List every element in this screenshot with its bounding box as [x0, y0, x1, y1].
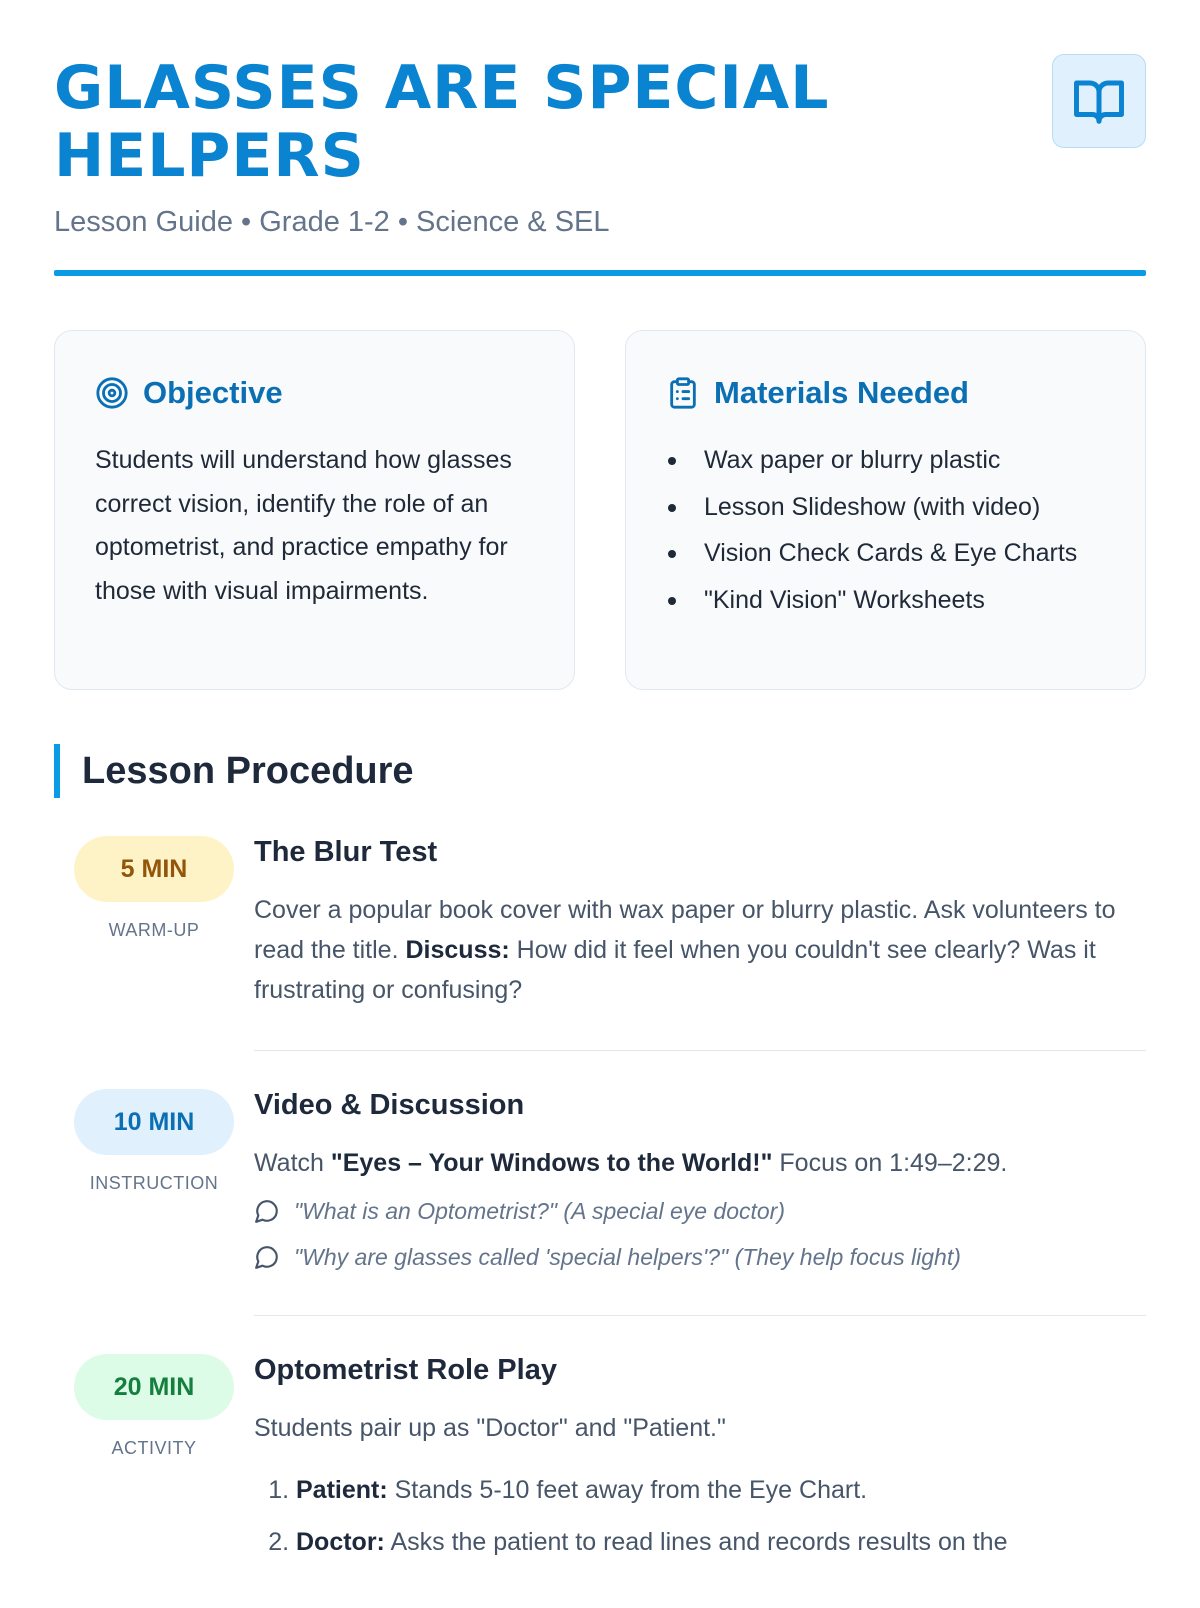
role-instruction: Asks the patient to read lines and records results on the	[384, 1528, 1008, 1556]
step-text: How did it feel when you couldn't see clearly? Was it frustrating or confusing?	[254, 936, 1096, 1004]
objective-text: Students will understand how glasses correct vision, identify the role of an optometrist, and practice empathy for those with visual impairments.	[95, 446, 512, 605]
page-title: GLASSES ARE SPECIAL HELPERS	[54, 53, 830, 191]
step-description	[254, 1143, 1146, 1183]
section-accent-bar	[54, 744, 60, 798]
time-badge: 5 MIN	[74, 836, 234, 902]
question-text: "What is an Optometrist?" (A special eye doctor)	[294, 1198, 785, 1224]
procedure-step-instruction	[54, 1091, 1146, 1316]
procedure-title: Lesson Procedure	[82, 749, 414, 792]
objective-header	[95, 373, 534, 413]
materials-item: Wax paper or blurry plastic	[666, 437, 1105, 484]
materials-card	[625, 330, 1146, 690]
role-play-steps	[254, 1464, 1146, 1568]
role-label: Doctor:	[296, 1528, 385, 1556]
step-content	[254, 1091, 1146, 1316]
materials-item: Lesson Slideshow (with video)	[666, 484, 1105, 531]
materials-list	[666, 437, 1105, 623]
objective-title: Objective	[143, 375, 283, 410]
objective-card	[54, 330, 575, 690]
clipboard-icon	[666, 376, 700, 410]
discussion-question	[254, 1239, 1146, 1275]
materials-item: "Kind Vision" Worksheets	[666, 577, 1105, 624]
speech-bubble-icon	[254, 1198, 280, 1224]
step-content	[254, 1356, 1146, 1608]
role-play-step	[296, 1516, 1146, 1568]
speech-bubble-icon	[254, 1244, 280, 1270]
role-label: Patient:	[296, 1476, 388, 1504]
info-cards	[54, 330, 1146, 690]
step-title: The Blur Test	[254, 836, 438, 868]
step-meta	[54, 1356, 254, 1608]
materials-item: Vision Check Cards & Eye Charts	[666, 530, 1105, 577]
step-category: INSTRUCTION	[89, 1173, 219, 1193]
step-category: ACTIVITY	[111, 1438, 197, 1458]
question-text: "Why are glasses called 'special helpers'?" (They help focus light)	[294, 1244, 961, 1270]
materials-header	[666, 373, 1105, 413]
step-content	[254, 838, 1146, 1051]
page-subtitle: Lesson Guide • Grade 1-2 • Science & SEL	[54, 206, 610, 238]
time-badge: 10 MIN	[74, 1089, 234, 1155]
procedure-step-activity	[54, 1356, 1146, 1608]
procedure-heading	[54, 744, 1146, 798]
time-badge: 20 MIN	[74, 1354, 234, 1420]
target-icon	[95, 376, 129, 410]
step-meta	[54, 1091, 254, 1316]
step-description: Students pair up as "Doctor" and "Patient."	[254, 1414, 726, 1442]
procedure-step-warm-up	[54, 838, 1146, 1051]
step-title: Optometrist Role Play	[254, 1354, 557, 1386]
step-title: Video & Discussion	[254, 1089, 525, 1121]
materials-title: Materials Needed	[714, 375, 969, 410]
book-button[interactable]	[1052, 54, 1146, 148]
step-meta	[54, 838, 254, 1051]
step-description	[254, 890, 1146, 1010]
role-play-step	[296, 1464, 1146, 1516]
discussion-question	[254, 1193, 1146, 1229]
page-header	[54, 0, 1146, 276]
header-divider	[54, 270, 1146, 276]
step-category: WARM-UP	[108, 920, 200, 940]
step-text: Watch	[254, 1149, 331, 1177]
role-instruction: Stands 5-10 feet away from the Eye Chart.	[387, 1476, 868, 1504]
step-emphasis: Discuss:	[405, 936, 510, 964]
step-text: Cover a popular book cover with wax paper or blurry plastic. Ask volunteers to read the title.	[254, 896, 1116, 964]
step-text: Focus on 1:49–2:29.	[772, 1149, 1008, 1177]
book-open-icon	[1072, 74, 1126, 128]
video-title: "Eyes – Your Windows to the World!"	[330, 1149, 773, 1177]
